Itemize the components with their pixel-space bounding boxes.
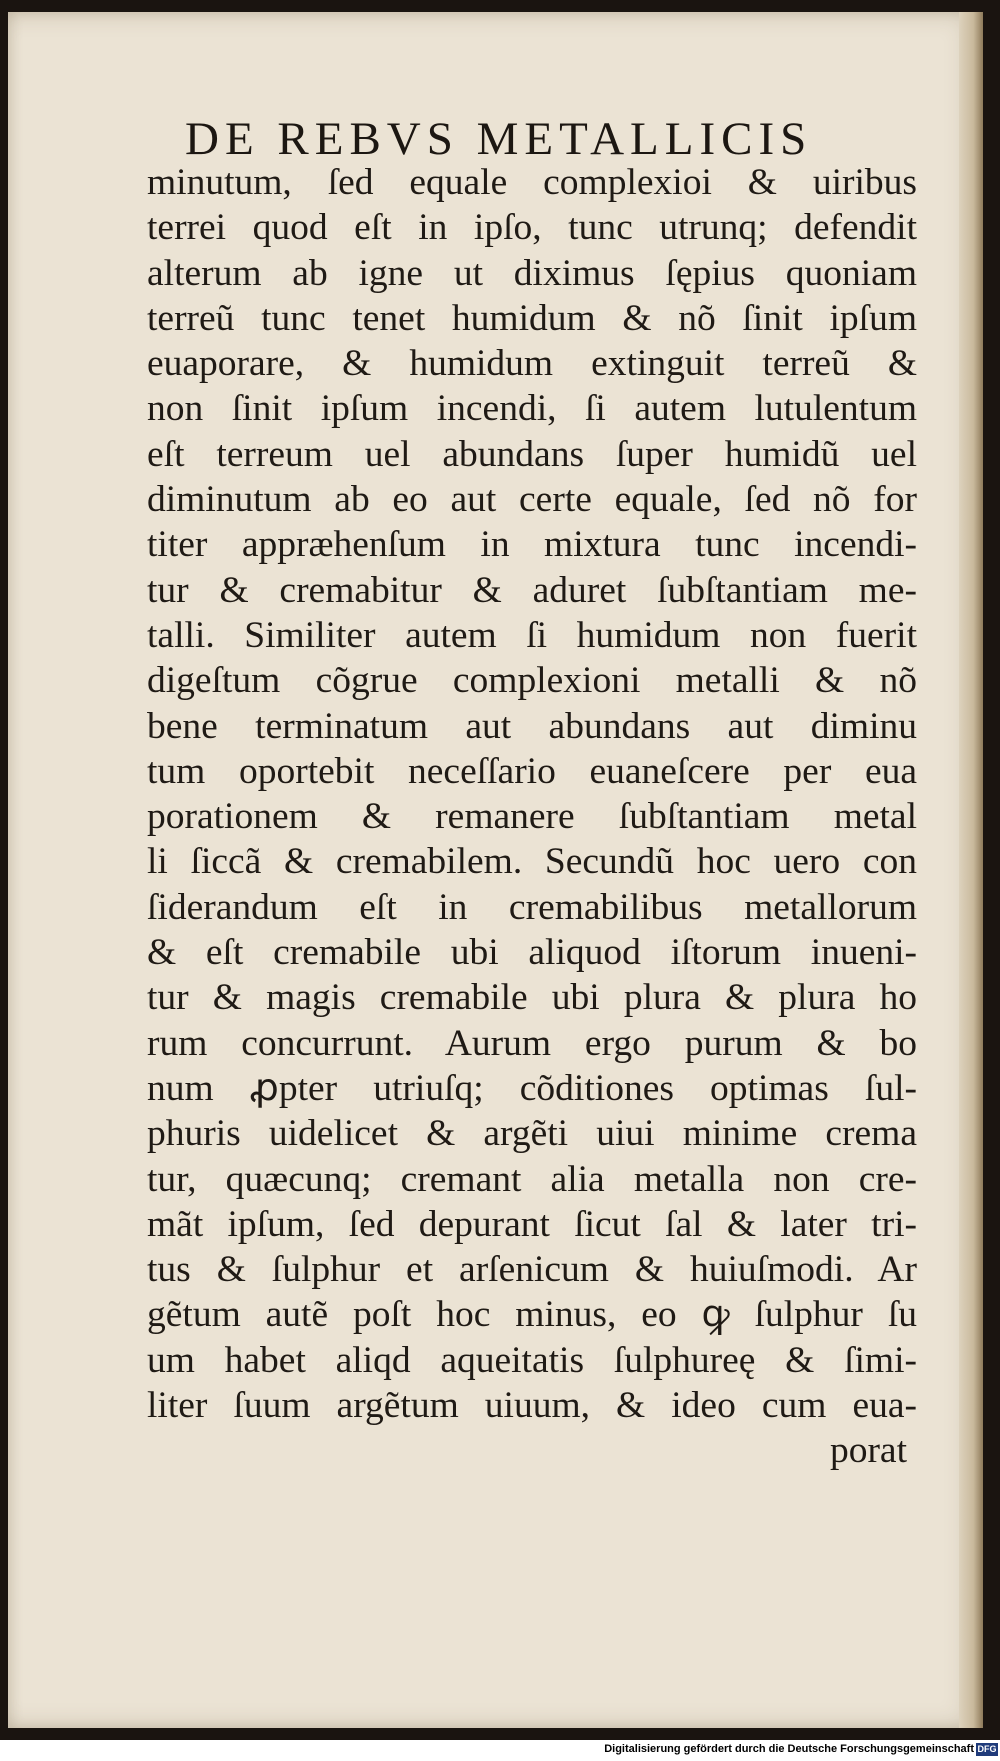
- text-line: non ſinit ipſum incendi, ſi autem lutulentum: [147, 388, 917, 430]
- text-line: ſiderandum eſt in cremabilibus metallorum: [147, 886, 917, 928]
- dfg-logo: DFG: [977, 1744, 997, 1754]
- text-line: & eſt cremabile ubi aliquod iſtorum inueni-: [147, 932, 917, 974]
- text-line: li ſiccã & cremabilem. Secundũ hoc uero con: [147, 841, 917, 883]
- text-line: eſt terreum uel abundans ſuper humidũ uel: [147, 433, 917, 475]
- text-line: tum oportebit neceſſario euaneſcere per eua: [147, 750, 917, 792]
- text-line: bene terminatum aut abundans aut diminu: [147, 705, 917, 747]
- text-line: rum concurrunt. Aurum ergo purum & bo: [147, 1022, 917, 1064]
- text-line: gẽtum autẽ poſt hoc minus, eo ꝙ ſulphur ſu: [147, 1294, 917, 1336]
- text-line: tur & magis cremabile ubi plura & plura ho: [147, 977, 917, 1019]
- text-line: terreũ tunc tenet humidum & nõ ſinit ipſum: [147, 297, 917, 339]
- text-line: diminutum ab eo aut certe equale, ſed nõ for: [147, 479, 917, 521]
- text-line: titer appræhenſum in mixtura tunc incendi-: [147, 524, 917, 566]
- text-line: mãt ipſum, ſed depurant ſicut ſal & later tri-: [147, 1203, 917, 1245]
- catchword: porat: [829, 1430, 907, 1472]
- running-head: DE REBVS METALLICIS: [185, 113, 813, 165]
- text-line: porationem & remanere ſubſtantiam metal: [147, 796, 917, 838]
- text-line: tur, quæcunq; cremant alia metalla non cre-: [147, 1158, 917, 1200]
- text-line: um habet aliqd aqueitatis ſulphureę & ſimi-: [147, 1339, 917, 1381]
- text-line: alterum ab igne ut diximus ſępius quoniam: [147, 252, 917, 294]
- text-line: terrei quod eſt in ipſo, tunc utrunq; defendit: [147, 207, 917, 249]
- text-line: euaporare, & humidum extinguit terreũ &: [147, 343, 917, 385]
- text-line: num ꝓpter utriuſq; cõditiones optimas ſul-: [147, 1067, 917, 1109]
- body-text: [147, 160, 917, 1474]
- text-line: talli. Similiter autem ſi humidum non fuerit: [147, 614, 917, 656]
- digitization-footer: [0, 1740, 1000, 1761]
- text-line: digeſtum cõgrue complexioni metalli & nõ: [147, 660, 917, 702]
- text-line: liter ſuum argẽtum uiuum, & ideo cum eua-: [147, 1385, 917, 1427]
- text-line: minutum, ſed equale complexioi & uiribus: [147, 162, 917, 203]
- page-edge: [959, 12, 983, 1728]
- text-line: tur & cremabitur & aduret ſubſtantiam me-: [147, 569, 917, 611]
- text-line: phuris uidelicet & argẽti uiui minime crema: [147, 1113, 917, 1155]
- text-line: tus & ſulphur et arſenicum & huiuſmodi. Ar: [147, 1249, 917, 1291]
- funding-credit: Digitalisierung gefördert durch die Deutsche Forschungsgemeinschaft: [604, 1743, 974, 1755]
